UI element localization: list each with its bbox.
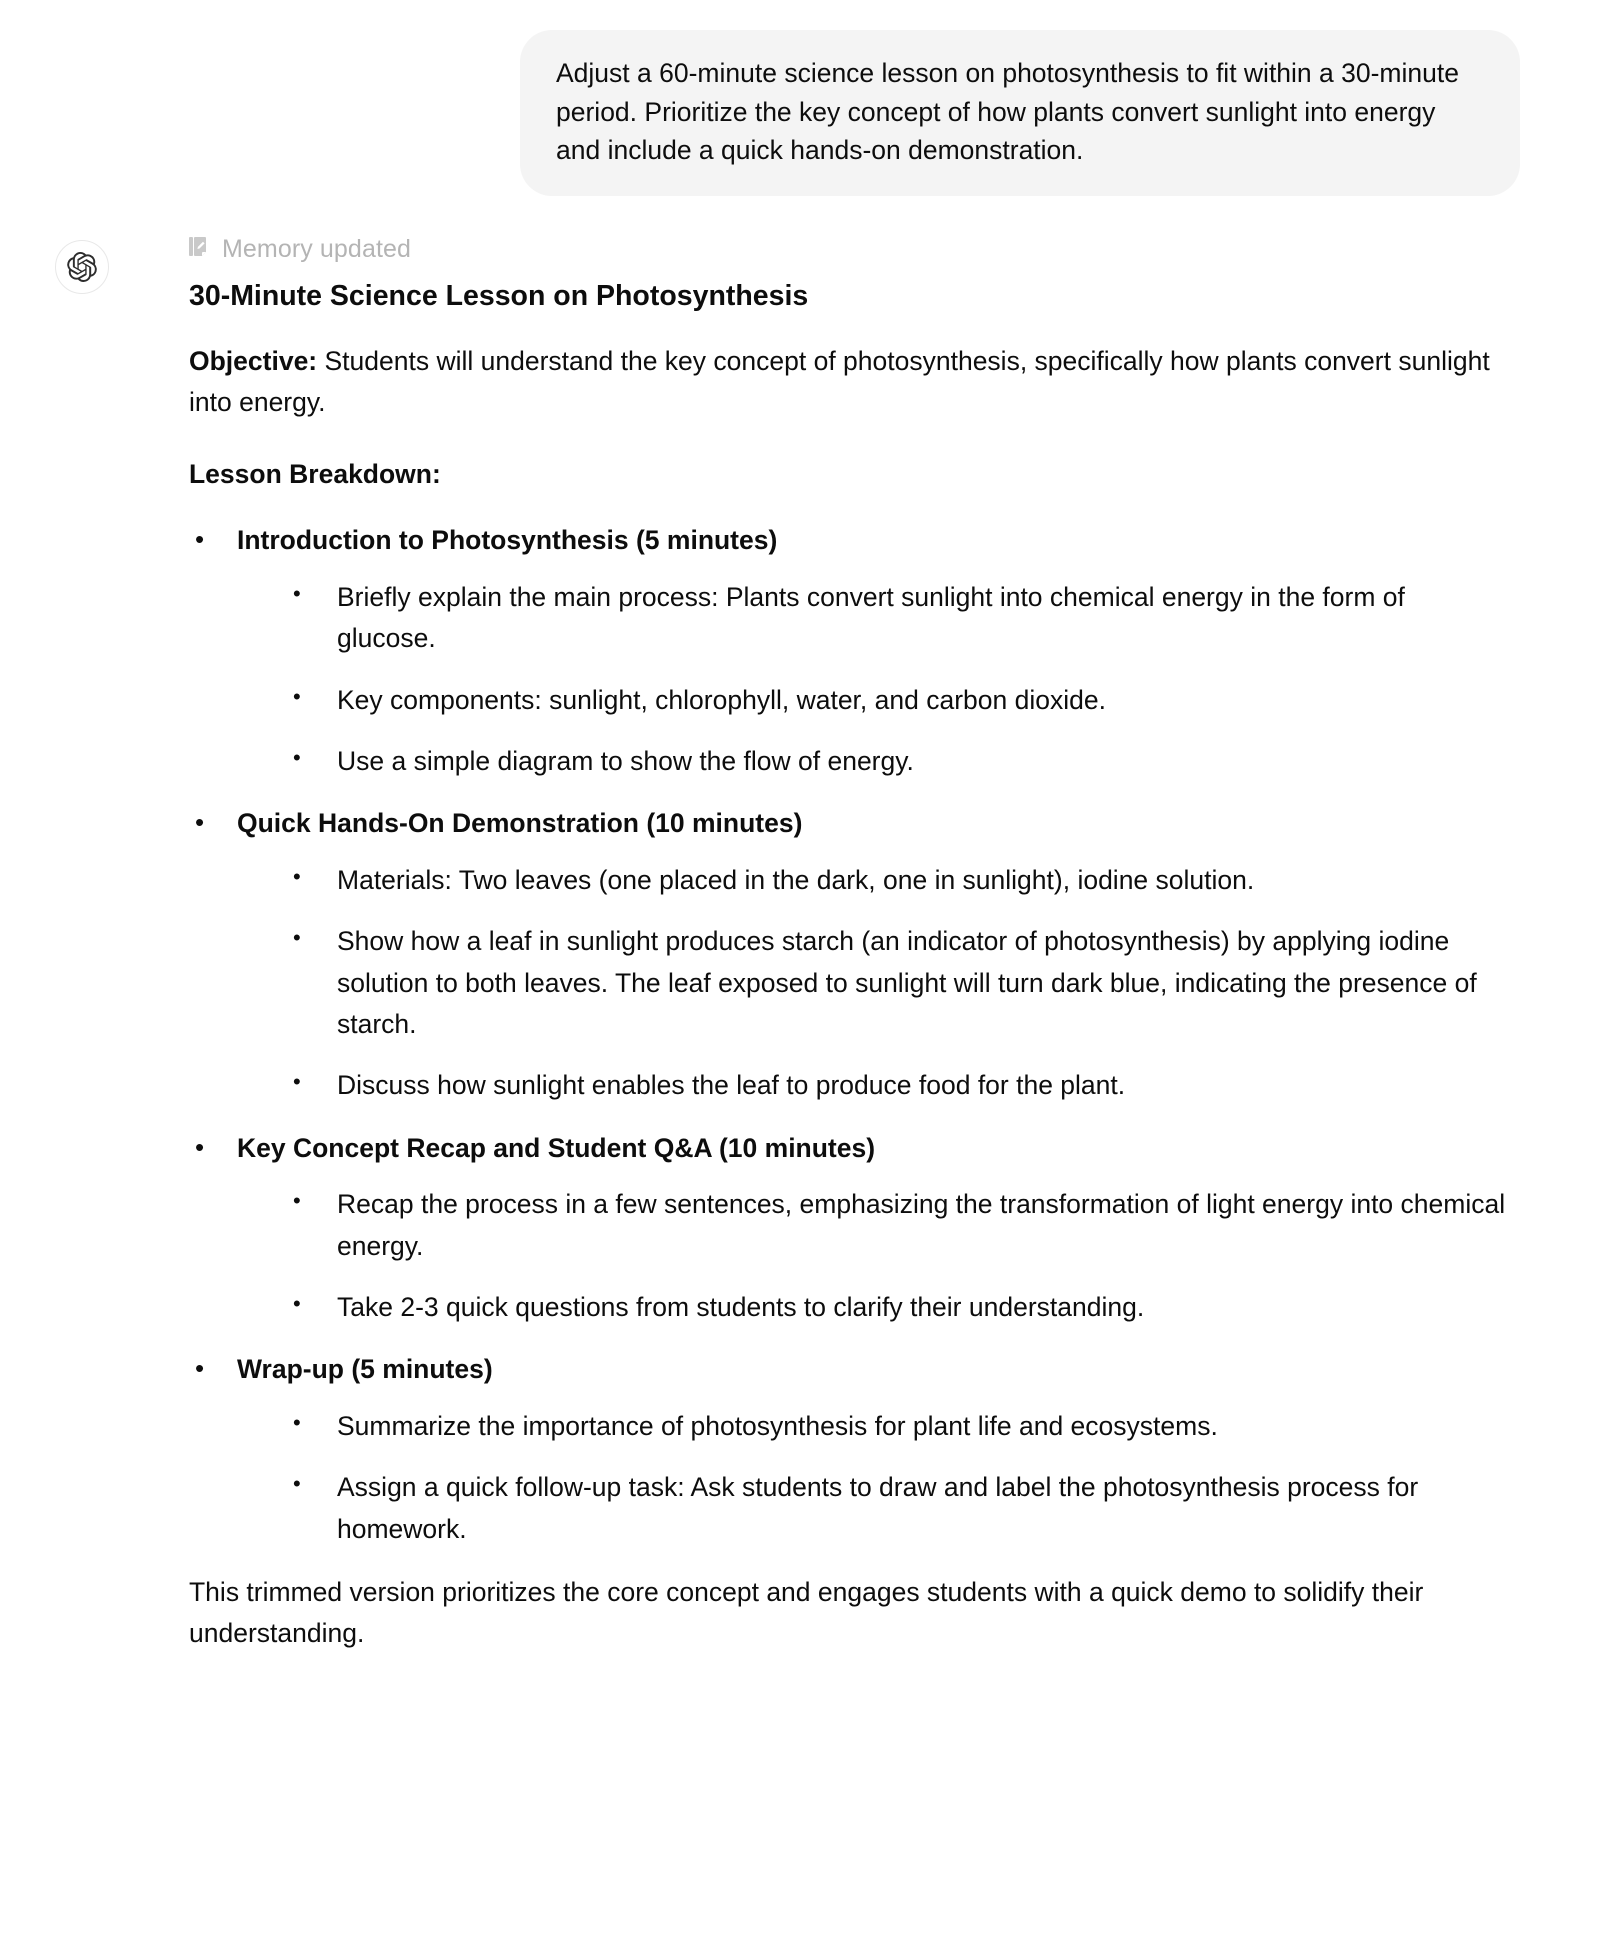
assistant-avatar [55,240,109,294]
lesson-sections-list [189,521,1509,1550]
lesson-section-items [237,1406,1509,1550]
lesson-section [189,804,1509,1106]
lesson-section-items [237,1184,1509,1328]
lesson-section-item: • Use a simple diagram to show the flow of energy. [285,741,1509,782]
lesson-breakdown-label: Lesson Breakdown: [189,458,441,489]
lesson-section-heading: • Key Concept Recap and Student Q&A (10 minutes) [237,1132,876,1163]
lesson-section [189,521,1509,782]
lesson-section-heading: • Wrap-up (5 minutes) [237,1354,493,1385]
lesson-section-item: • Discuss how sunlight enables the leaf to produce food for the plant. [285,1065,1509,1106]
memory-updated-notice [189,234,1509,264]
memory-book-icon [189,235,211,264]
user-turn [0,0,1600,196]
objective-text: Students will understand the key concept of photosynthesis, specifically how plants convert sunlight into energy. [189,346,1490,418]
lesson-section-item: • Show how a leaf in sunlight produces starch (an indicator of photosynthesis) by applying iodine solution to both leaves. The leaf exposed to sunlight will turn dark blue, indicating the presence of starch. [285,921,1509,1045]
lesson-section [189,1129,1509,1329]
lesson-section-heading: • Introduction to Photosynthesis (5 minutes) [237,525,778,556]
lesson-section-item: • Summarize the importance of photosynthesis for plant life and ecosystems. [285,1406,1509,1447]
lesson-breakdown-label-wrap [189,454,1509,495]
lesson-section-items [237,577,1509,782]
lesson-section [189,1350,1509,1550]
user-message-bubble[interactable]: Adjust a 60-minute science lesson on photosynthesis to fit within a 30-minute period. Prioritize the key concept of how plants convert sunlight into energy and include a quick hands-on demonstration. [520,30,1520,196]
objective-label: Objective: [189,346,318,377]
lesson-section-item: • Recap the process in a few sentences, emphasizing the transformation of light energy into chemical energy. [285,1184,1509,1267]
lesson-section-items [237,860,1509,1107]
lesson-section-item: • Briefly explain the main process: Plants convert sunlight into chemical energy in the form of glucose. [285,577,1509,660]
assistant-message-body [189,234,1509,1685]
objective-paragraph [189,341,1509,424]
closing-paragraph: This trimmed version prioritizes the core concept and engages students with a quick demo to solidify their understanding. [189,1577,1424,1649]
lesson-section-item: • Take 2-3 quick questions from students to clarify their understanding. [285,1287,1509,1328]
memory-updated-label: Memory updated [222,235,411,264]
lesson-section-item: • Assign a quick follow-up task: Ask students to draw and label the photosynthesis process for homework. [285,1467,1509,1550]
lesson-section-item: • Key components: sunlight, chlorophyll, water, and carbon dioxide. [285,680,1509,721]
lesson-section-item: • Materials: Two leaves (one placed in the dark, one in sunlight), iodine solution. [285,860,1509,901]
answer-title: 30-Minute Science Lesson on Photosynthesis [189,280,809,313]
lesson-section-heading: • Quick Hands-On Demonstration (10 minutes) [237,808,803,839]
assistant-turn [0,196,1600,1725]
openai-logo-icon [67,252,97,282]
